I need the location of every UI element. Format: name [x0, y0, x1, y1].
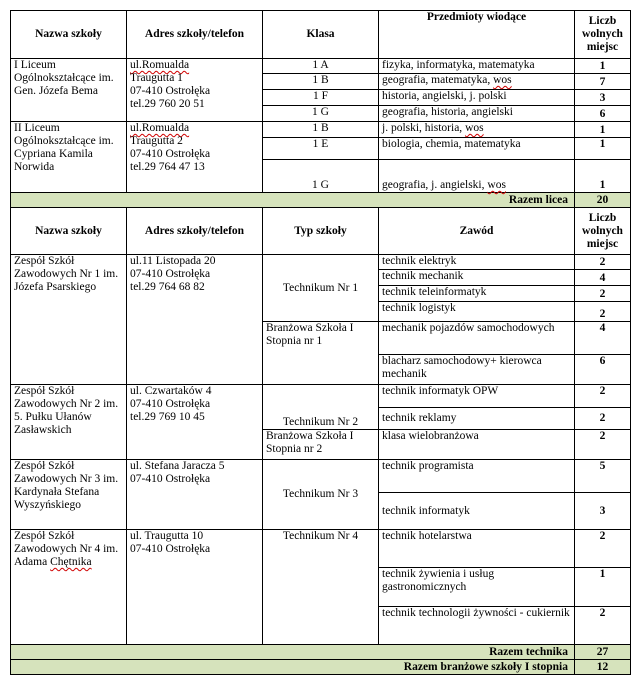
subjects-cell	[379, 59, 575, 74]
places-cell: 2	[575, 255, 631, 270]
places-cell: 3	[575, 493, 631, 530]
profession-cell: technik teleinformatyk	[379, 286, 575, 302]
places-cell: 4	[575, 322, 631, 355]
subjects-text: fizyka, informatyka, matematyka	[382, 59, 535, 71]
school-name: I Liceum Ogólnokształcące im. Gen. Józefa Bema	[14, 59, 114, 97]
col-header-type: Typ szkoły	[263, 208, 379, 255]
school-address-cell	[127, 59, 263, 122]
address-street: ul.Romualda	[130, 122, 190, 134]
subjects-cell	[379, 122, 575, 138]
places-cell: 2	[575, 530, 631, 568]
total-branzowe-value: 12	[575, 660, 631, 675]
school-name-cell: Zespół Szkół Zawodowych Nr 3 im. Kardynała Stefana Wyszyńskiego	[11, 460, 127, 530]
school-address-cell: ul. Czwartaków 4 07-410 Ostrołęka tel.29 769 10 45	[127, 385, 263, 460]
address-street: ul.Romualda	[130, 59, 190, 71]
subjects-text: j. polski, historia,	[382, 122, 466, 134]
profession-cell: technik programista	[379, 460, 575, 493]
table-row	[11, 59, 631, 74]
col-header-profession: Zawód	[379, 208, 575, 255]
col-header-school: Nazwa szkoły	[11, 11, 127, 59]
places-cell: 2	[575, 430, 631, 460]
places-cell: 1	[575, 59, 631, 74]
table-row	[11, 122, 631, 138]
subjects-text: geografia, j. angielski,	[382, 179, 488, 191]
zawodowe-header-row	[11, 208, 631, 255]
class-cell: 1 G	[263, 160, 379, 193]
total-licea-value: 20	[575, 193, 631, 208]
places-cell: 1	[575, 160, 631, 193]
subjects-text: historia, angielski, j. polski	[382, 90, 507, 102]
profession-cell: klasa wielobranżowa	[379, 430, 575, 460]
class-cell: 1 B	[263, 122, 379, 138]
subjects-cell	[379, 90, 575, 106]
school-address-cell: ul. Stefana Jaracza 5 07-410 Ostrołęka	[127, 460, 263, 530]
col-header-school: Nazwa szkoły	[11, 208, 127, 255]
school-type-cell: Technikum Nr 1	[263, 255, 379, 322]
places-cell: 6	[575, 355, 631, 385]
class-cell: 1 E	[263, 138, 379, 160]
profession-cell: technik technologii żywności - cukiernik	[379, 607, 575, 645]
school-type-cell: Branżowa Szkoła I Stopnia nr 1	[263, 322, 379, 385]
class-cell: 1 F	[263, 90, 379, 106]
subjects-cell	[379, 106, 575, 122]
places-cell: 6	[575, 106, 631, 122]
total-technika-value: 27	[575, 645, 631, 660]
school-type-cell: Technikum Nr 3	[263, 460, 379, 530]
school-name-cell	[11, 59, 127, 122]
school-type-cell: Technikum Nr 4	[263, 530, 379, 645]
places-cell: 2	[575, 302, 631, 322]
profession-cell: technik logistyk	[379, 302, 575, 322]
subjects-cell	[379, 74, 575, 90]
school-name-flagged: Chętnika	[50, 556, 92, 568]
school-type-cell: Technikum Nr 2	[263, 385, 379, 430]
subjects-flagged: wos	[465, 122, 484, 134]
class-cell: 1 A	[263, 59, 379, 74]
profession-cell: technik informatyk	[379, 493, 575, 530]
school-type-cell: Branżowa Szkoła I Stopnia nr 2	[263, 430, 379, 460]
schools-table	[10, 10, 631, 675]
profession-cell: technik reklamy	[379, 408, 575, 430]
profession-cell: technik hotelarstwa	[379, 530, 575, 568]
subjects-text: geografia, historia, angielski	[382, 106, 513, 118]
places-cell: 1	[575, 138, 631, 160]
summary-row	[11, 660, 631, 675]
col-header-places: Liczb wolnych miejsc	[575, 208, 631, 255]
school-name-cell: Zespół Szkół Zawodowych Nr 1 im. Józefa Psarskiego	[11, 255, 127, 385]
col-header-address: Adres szkoły/telefon	[127, 11, 263, 59]
school-name-cell	[11, 122, 127, 193]
places-cell: 1	[575, 568, 631, 607]
class-cell: 1 G	[263, 106, 379, 122]
licea-header-row	[11, 11, 631, 59]
total-licea-label: Razem licea	[11, 193, 575, 208]
school-address-cell: ul. Traugutta 10 07-410 Ostrołęka	[127, 530, 263, 645]
col-header-subjects: Przedmioty wiodące	[379, 11, 575, 59]
school-name-cell: Zespół Szkół Zawodowych Nr 2 im. 5. Pułku Ułanów Zasławskich	[11, 385, 127, 460]
school-name-cell	[11, 530, 127, 645]
subjects-text: biologia, chemia, matematyka	[382, 138, 521, 150]
table-row	[11, 530, 631, 568]
profession-cell: technik informatyk OPW	[379, 385, 575, 408]
profession-cell: technik żywienia i usług gastronomicznych	[379, 568, 575, 607]
address-rest: Traugutta 2 07-410 Ostrołęka tel.29 764 47 13	[130, 135, 211, 173]
places-cell: 2	[575, 408, 631, 430]
subjects-cell	[379, 160, 575, 193]
places-cell: 5	[575, 460, 631, 493]
places-cell: 7	[575, 74, 631, 90]
school-name: II Liceum Ogólnokształcące im. Cypriana Kamila Norwida	[14, 122, 114, 173]
table-row	[11, 385, 631, 408]
profession-cell: mechanik pojazdów samochodowych	[379, 322, 575, 355]
address-rest: Traugutta 1 07-410 Ostrołęka tel.29 760 20 51	[130, 72, 211, 110]
subjects-flagged: wos	[487, 179, 506, 191]
profession-cell: technik elektryk	[379, 255, 575, 270]
school-address-cell: ul.11 Listopada 20 07-410 Ostrołęka tel.29 764 68 82	[127, 255, 263, 385]
subjects-flagged: wos	[493, 74, 512, 86]
profession-cell: blacharz samochodowy+ kierowca mechanik	[379, 355, 575, 385]
col-header-address: Adres szkoły/telefon	[127, 208, 263, 255]
school-address-cell	[127, 122, 263, 193]
table-row	[11, 255, 631, 270]
col-header-class: Klasa	[263, 11, 379, 59]
col-header-places: Liczb wolnych miejsc	[575, 11, 631, 59]
total-branzowe-label: Razem branżowe szkoły I stopnia	[11, 660, 575, 675]
table-row	[11, 460, 631, 493]
total-technika-label: Razem technika	[11, 645, 575, 660]
places-cell: 2	[575, 607, 631, 645]
profession-cell: technik mechanik	[379, 270, 575, 286]
class-cell: 1 B	[263, 74, 379, 90]
subjects-cell	[379, 138, 575, 160]
summary-row	[11, 193, 631, 208]
places-cell: 3	[575, 90, 631, 106]
summary-row	[11, 645, 631, 660]
school-name: Zespół Szkół Zawodowych Nr 4 im. Adama	[14, 530, 119, 568]
subjects-text: geografia, matematyka,	[382, 74, 494, 86]
places-cell: 1	[575, 122, 631, 138]
places-cell: 4	[575, 270, 631, 286]
places-cell: 2	[575, 385, 631, 408]
places-cell: 2	[575, 286, 631, 302]
